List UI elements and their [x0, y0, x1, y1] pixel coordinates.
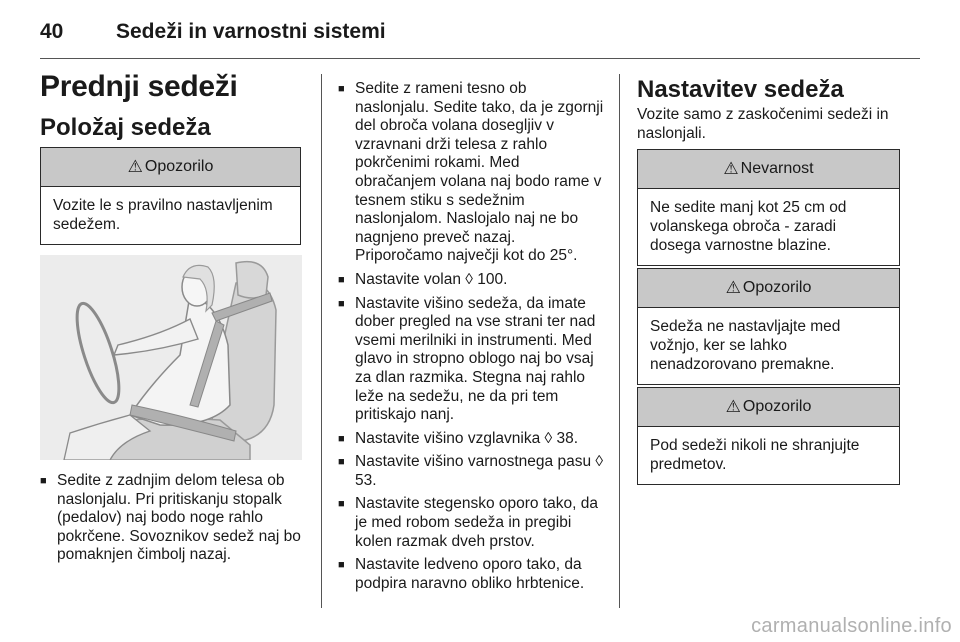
column-divider-right [619, 74, 620, 608]
column-divider-left [321, 74, 322, 608]
warning-box-2-heading: Opozorilo [742, 279, 812, 296]
driver-seat-illustration [40, 255, 302, 460]
page-header [40, 12, 920, 52]
warning-triangle-icon: ⚠ [725, 397, 741, 416]
warning-box-2-body: Sedeža ne nastavljajte med vožnjo, ker se lahko nenadzorovano premakne. [650, 318, 841, 373]
subsection-title: Položaj sedeža [40, 114, 211, 141]
right-section-title: Nastavitev sedeža [637, 76, 844, 103]
warning-box-heading: Opozorilo [144, 158, 214, 175]
chapter-title: Sedeži in varnostni sistemi [116, 20, 386, 43]
section-title: Prednji sedeži [40, 70, 238, 103]
page-number: 40 [40, 20, 64, 43]
list-item: ■ Nastavite višino sedeža, da imate dober pregled na vse strani ter nad vsemi merilniki in instrumenti. Med glavo in stropno oblogo naj bo vsaj za dlan razmika. Stegna naj rahlo leže na sedežu, ne da pri tem pritiskajo nanj. [338, 295, 604, 425]
danger-box-body: Ne sedite manj kot 25 cm od volanskega obroča - zaradi dosega varnostne blazine. [650, 199, 847, 254]
list-item: ■ Nastavite višino vzglavnika ◊ 38. [338, 430, 604, 449]
warning-box-3-body: Pod sedeži nikoli ne shranjujte predmetov. [650, 437, 860, 473]
list-item: ■ Nastavite volan ◊ 100. [338, 271, 604, 290]
warning-box [40, 147, 301, 245]
warning-box-3-header [638, 388, 899, 427]
warning-triangle-icon: ⚠ [725, 278, 741, 297]
header-rule [40, 58, 920, 59]
warning-box-3 [637, 387, 900, 485]
warning-box-header [41, 148, 300, 187]
right-intro-text: Vozite samo z zaskočenimi sedeži in naslonjali. [637, 106, 889, 142]
list-item: ■ Nastavite ledveno oporo tako, da podpira naravno obliko hrbtenice. [338, 556, 604, 593]
seating-position-illustration [40, 255, 302, 460]
left-bullet-list [40, 472, 308, 570]
warning-box-3-heading: Opozorilo [742, 398, 812, 415]
warning-box-2-header [638, 269, 899, 308]
danger-box-header [638, 150, 899, 189]
warning-triangle-icon: ⚠ [127, 157, 143, 176]
warning-box-body: Vozite le s pravilno nastavljenim sedežem. [53, 197, 273, 233]
warning-triangle-icon: ⚠ [723, 159, 739, 178]
middle-bullet-list [338, 80, 604, 598]
danger-box-heading: Nevarnost [740, 160, 814, 177]
watermark: carmanualsonline.info [751, 615, 952, 637]
list-item: ■ Sedite z rameni tesno ob naslonjalu. Sedite tako, da je zgornji del obroča volana dosegljiv v vzravnani drži telesa z rahlo pokrčenimi rokami. Med obračanjem volana naj bodo rame v tesnem stiku s sedežnim naslonjalom. Naslojalo naj ne bo nagnjeno preveč nazaj. Priporočamo največji kot do 25°. [338, 80, 604, 266]
list-item: ■ Sedite z zadnjim delom telesa ob naslonjalu. Pri pritiskanju stopalk (pedalov) naj bodo noge rahlo pokrčene. Sovoznikov sedež naj bo pomaknjen čimbolj nazaj. [40, 472, 308, 565]
list-item: ■ Nastavite stegensko oporo tako, da je med robom sedeža in pregibi kolen razmak dveh prstov. [338, 495, 604, 551]
warning-box-2 [637, 268, 900, 385]
list-item: ■ Nastavite višino varnostnega pasu ◊ 53. [338, 453, 604, 490]
danger-box [637, 149, 900, 266]
